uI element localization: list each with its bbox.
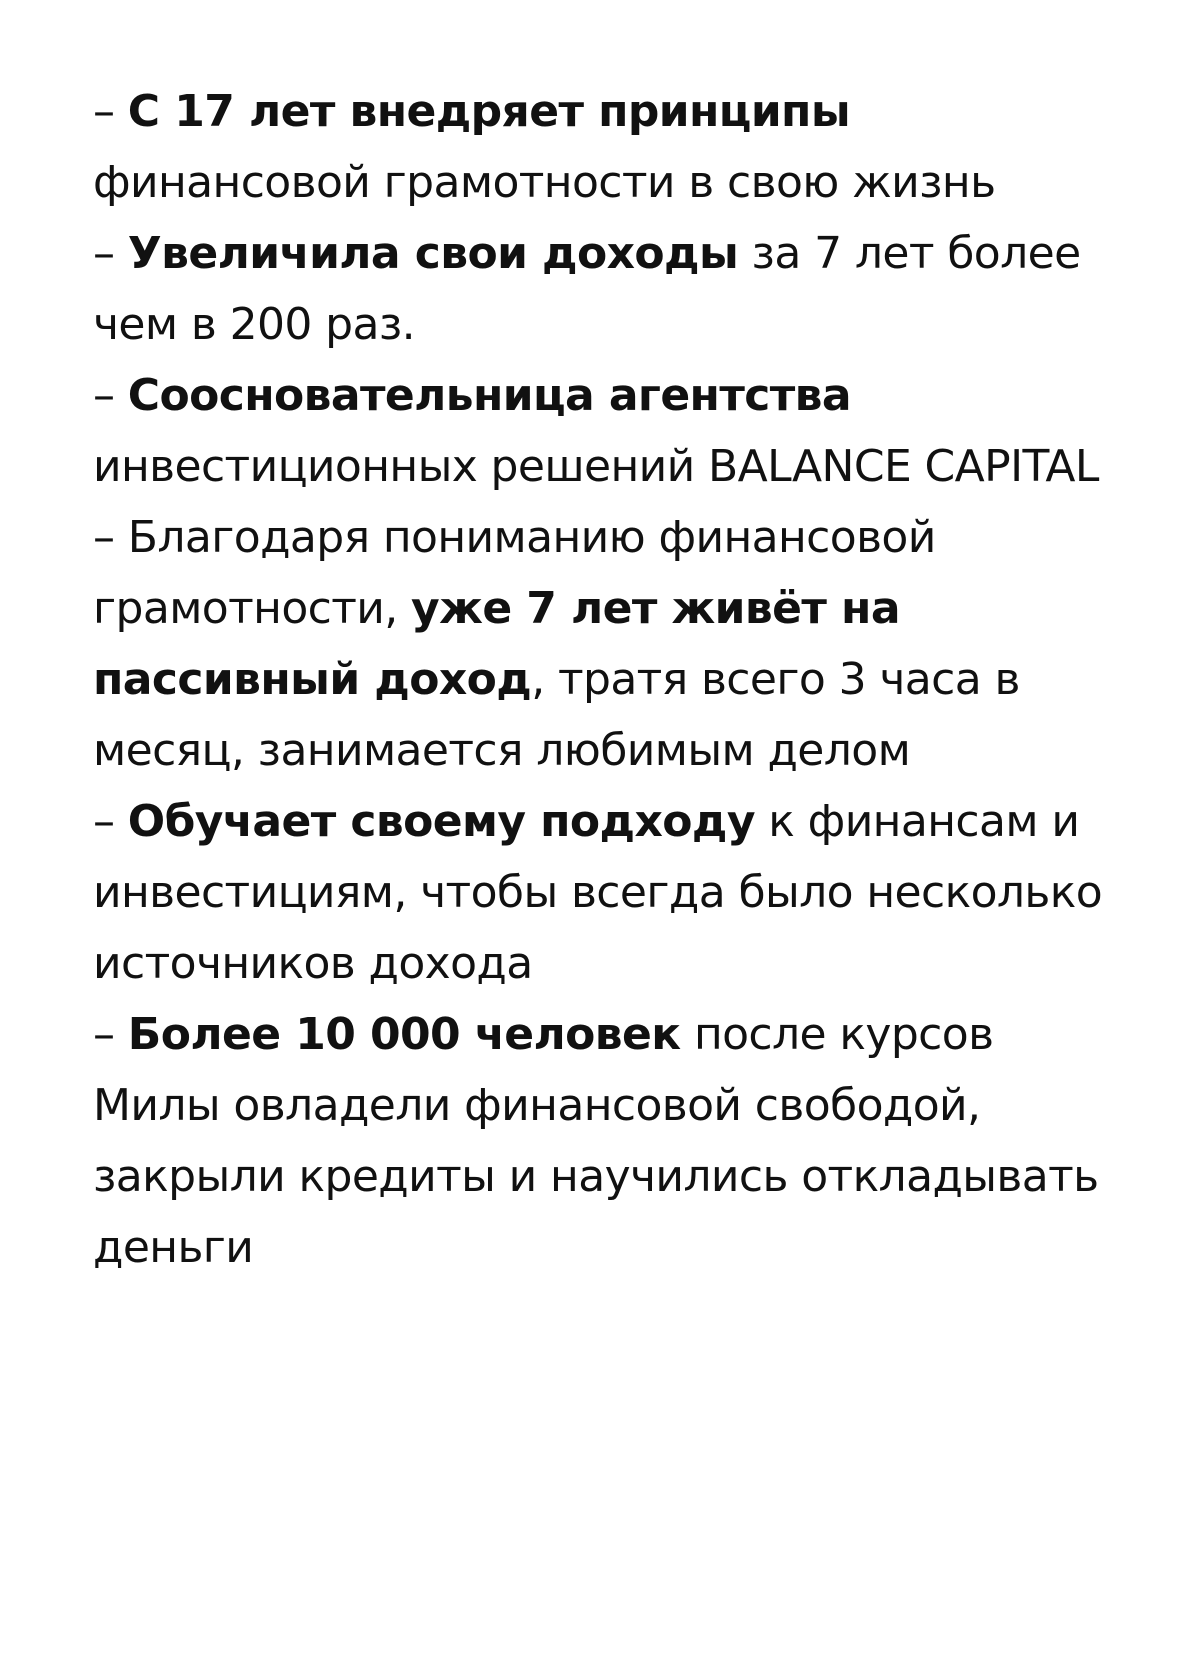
item-text: после курсов Милы овладели финансовой свободой, закрыли кредиты и научились откладывать деньги xyxy=(93,1009,1099,1273)
item-text: инвестиционных решений BALANCE CAPITAL xyxy=(93,441,1099,492)
item-emphasis: уже 7 лет живёт на пассивный доход xyxy=(93,583,900,705)
item-text: – Благодаря пониманию финансовой грамотности, xyxy=(93,512,936,634)
list-item xyxy=(93,360,1133,502)
item-text: , тратя всего 3 часа в месяц, занимается любимым делом xyxy=(93,654,1020,776)
item-emphasis: Увеличила свои доходы xyxy=(127,228,739,279)
list-item xyxy=(93,786,1133,999)
item-emphasis: Соосновательница агентства xyxy=(127,370,851,421)
item-emphasis: Обучает своему подходу xyxy=(127,796,755,847)
item-text: за 7 лет более чем в 200 раз. xyxy=(93,228,1081,350)
list-item xyxy=(93,76,1133,218)
item-text: – xyxy=(93,370,128,421)
item-emphasis: С 17 лет внедряет принципы xyxy=(127,86,851,137)
item-text: – xyxy=(93,228,128,279)
list-item xyxy=(93,218,1133,360)
item-text: к финансам и инвестициям, чтобы всегда было несколько источников дохода xyxy=(93,796,1103,989)
list-item xyxy=(93,999,1133,1283)
bullet-list xyxy=(93,76,1133,1283)
item-text: – xyxy=(93,86,128,137)
item-text: финансовой грамотности в свою жизнь xyxy=(93,157,996,208)
item-text: – xyxy=(93,1009,128,1060)
list-item xyxy=(93,502,1133,786)
item-emphasis: Более 10 000 человек xyxy=(127,1009,681,1060)
item-text: – xyxy=(93,796,128,847)
